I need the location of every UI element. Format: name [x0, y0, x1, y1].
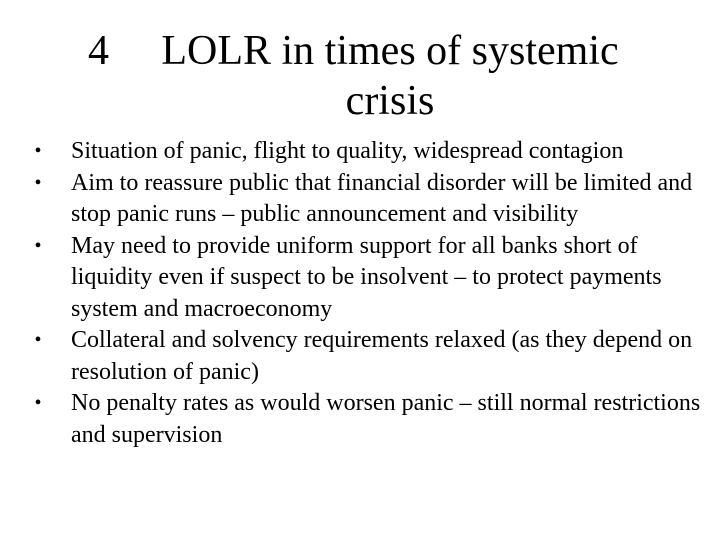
- bullet-item: [28, 325, 708, 388]
- bullet-item: [28, 231, 708, 326]
- bullet-item: [28, 388, 708, 451]
- bullet-text: Situation of panic, flight to quality, widespread contagion: [71, 138, 624, 164]
- bullet-icon: •: [34, 392, 42, 414]
- slide-title: [80, 26, 660, 126]
- bullet-text: Aim to reassure public that financial disorder will be limited and stop panic runs – public announcement and visibility: [71, 169, 693, 227]
- bullet-text: No penalty rates as would worsen panic – still normal restrictions and supervision: [71, 390, 701, 448]
- bullet-icon: •: [34, 234, 42, 257]
- bullet-text: Collateral and solvency requirements relaxed (as they depend on resolution of panic): [71, 327, 693, 385]
- bullet-icon: •: [34, 140, 42, 162]
- bullet-icon: •: [34, 329, 42, 351]
- section-number: 4: [88, 28, 109, 74]
- bullet-list: [28, 136, 708, 451]
- bullet-icon: •: [34, 171, 42, 194]
- bullet-item: [28, 168, 708, 231]
- bullet-text: May need to provide uniform support for all banks short of liquidity even if suspect to be insolvent – to protect payments system and macroeconomy: [71, 232, 662, 322]
- title-text: LOLR in times of systemic crisis: [161, 28, 619, 124]
- bullet-item: [28, 136, 708, 168]
